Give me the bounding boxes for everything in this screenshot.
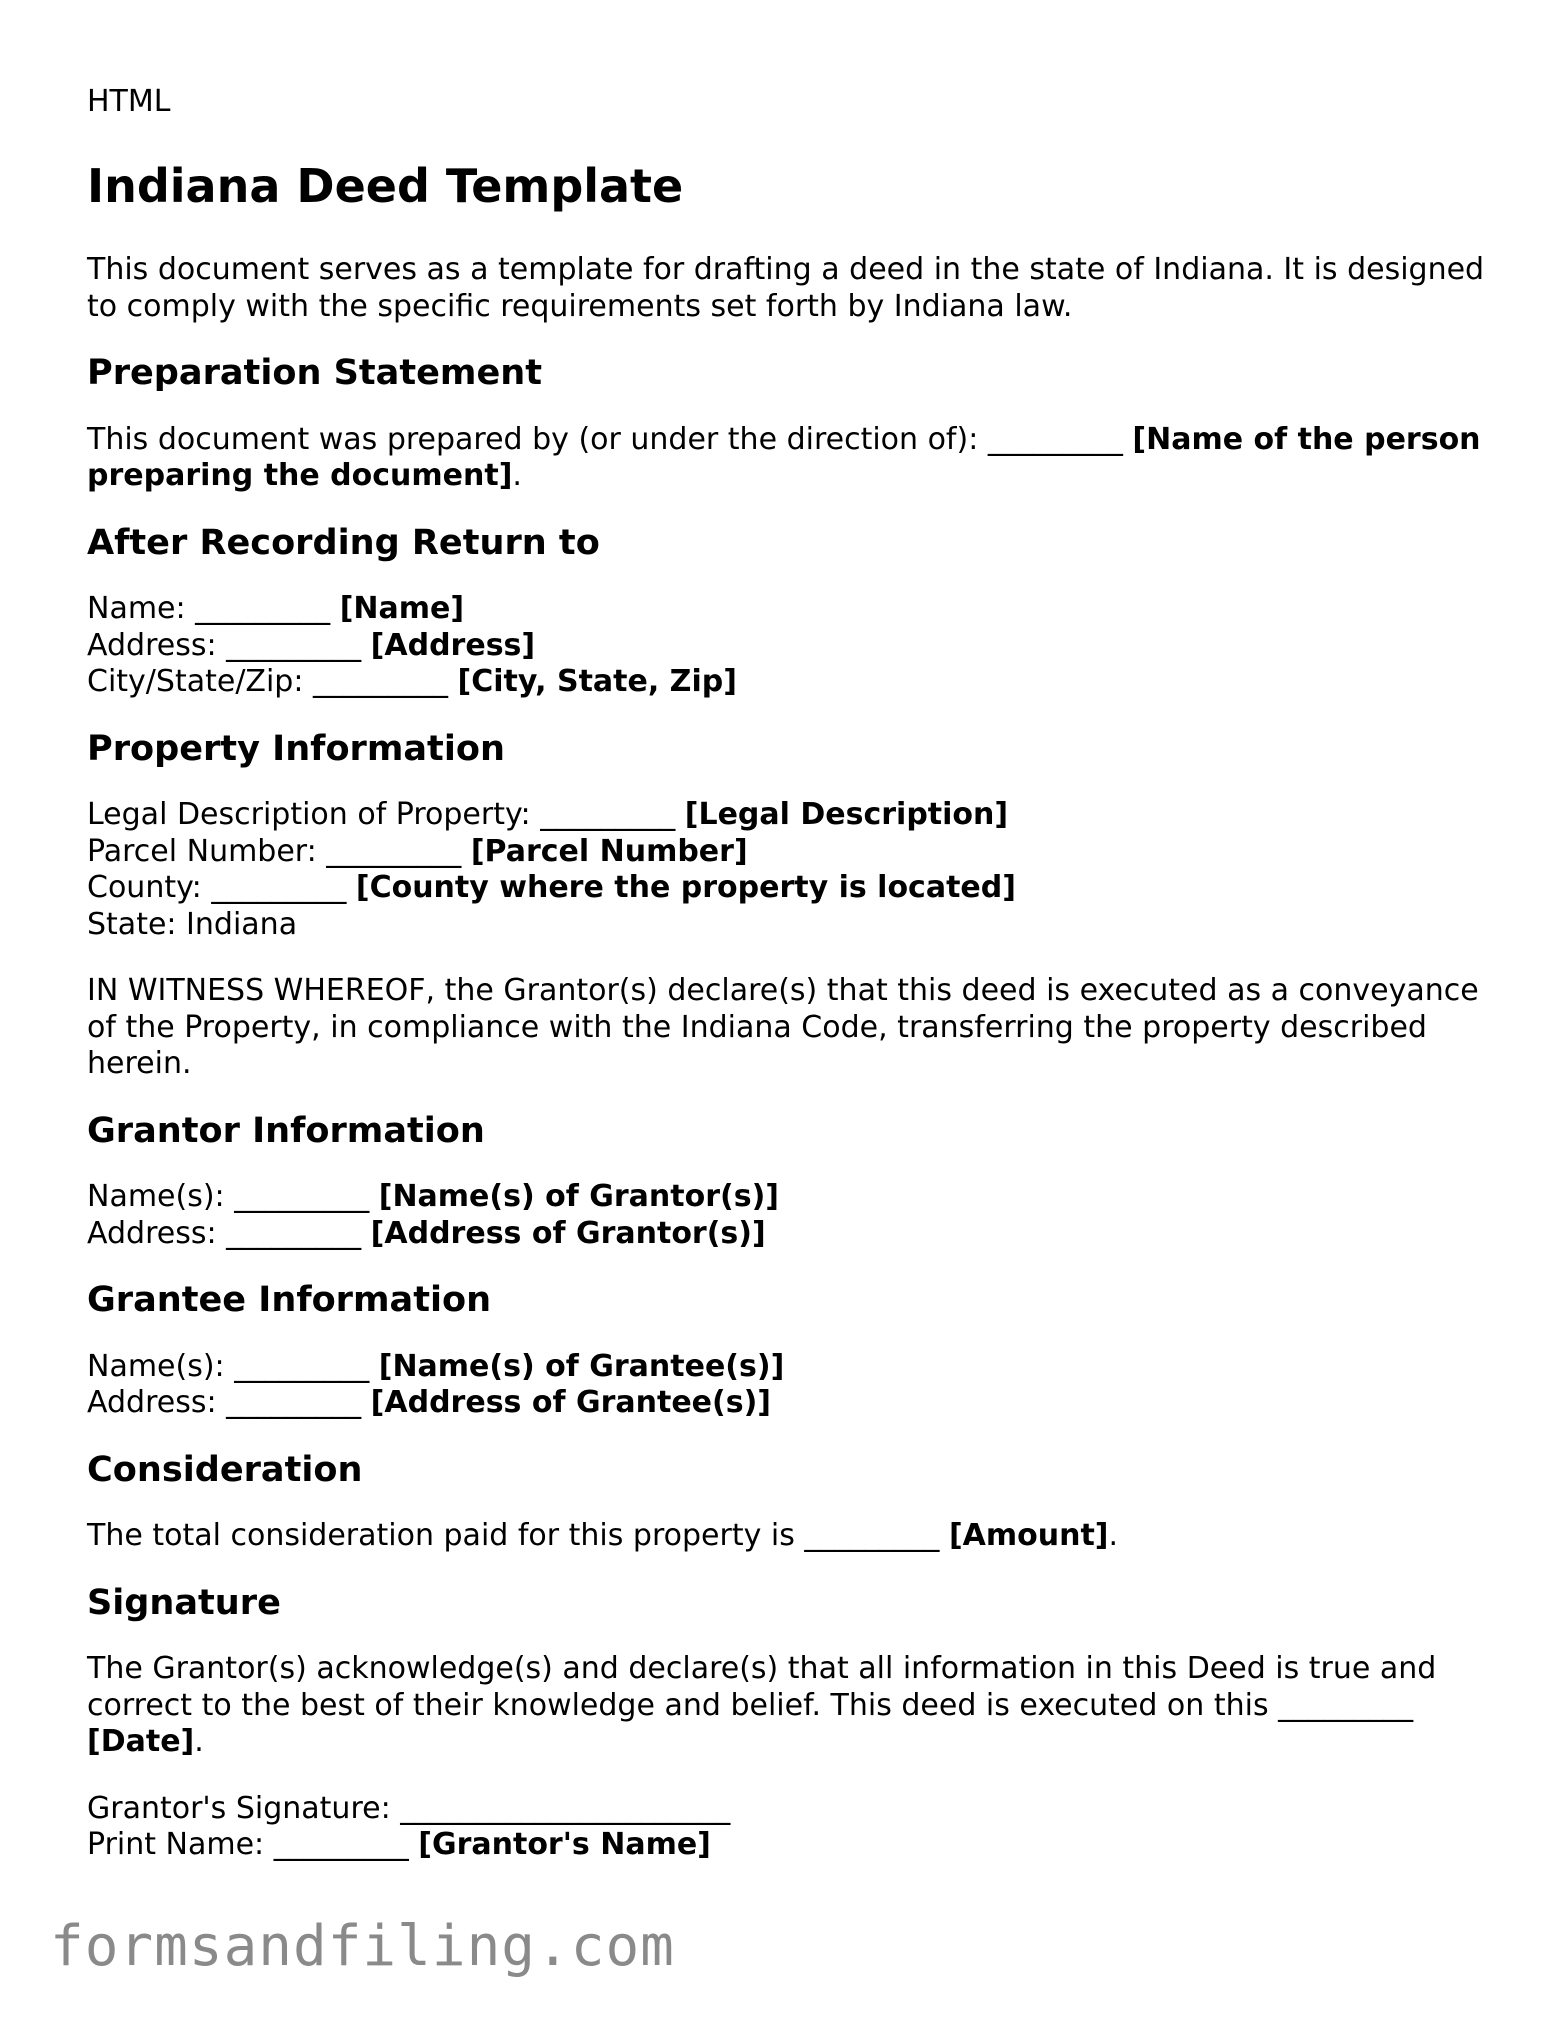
grantee-name-placeholder: [Name(s) of Grantee(s)] bbox=[378, 1348, 785, 1384]
county-placeholder: [County where the property is located] bbox=[355, 870, 1016, 905]
consideration-end: . bbox=[1108, 1518, 1119, 1553]
return-name-line bbox=[87, 591, 1487, 628]
grantee-address-placeholder: [Address of Grantee(s)] bbox=[370, 1385, 771, 1420]
grantor-name-label: Name(s): bbox=[87, 1179, 235, 1214]
grantor-heading: Grantor Information bbox=[87, 1109, 485, 1151]
grantor-address-label: Address: bbox=[87, 1215, 227, 1251]
return-name-label: Name: bbox=[87, 591, 196, 626]
grantee-name-blank: _________ bbox=[234, 1348, 370, 1384]
consideration-blank: _________ bbox=[804, 1518, 940, 1553]
return-city-label: City/State/Zip: bbox=[87, 664, 313, 699]
grantee-address-blank: _________ bbox=[226, 1385, 362, 1420]
page-title: Indiana Deed Template bbox=[87, 159, 684, 213]
grantor-name-placeholder: [Name(s) of Grantor(s)] bbox=[378, 1179, 779, 1214]
return-city-line bbox=[87, 664, 1487, 701]
witness-paragraph: IN WITNESS WHEREOF, the Grantor(s) declare(s) that this deed is executed as a conveyance of the Property, in compliance with the Indiana Code, transferring the property described herein. bbox=[87, 973, 1479, 1081]
property-heading: Property Information bbox=[87, 727, 505, 769]
print-name-label: Print Name: bbox=[87, 1827, 274, 1862]
grantor-block bbox=[87, 1179, 1487, 1252]
execution-date-placeholder: [Date] bbox=[87, 1724, 195, 1759]
grantor-name-line bbox=[87, 1179, 1487, 1216]
grantor-signature-label: Grantor's Signature: bbox=[87, 1790, 401, 1826]
preparation-text: This document was prepared by (or under the direction of): bbox=[87, 421, 988, 457]
return-address-placeholder: [Address] bbox=[370, 627, 536, 663]
state-line: State: Indiana bbox=[87, 906, 298, 942]
signature-heading: Signature bbox=[87, 1581, 281, 1623]
return-to-block bbox=[87, 591, 1487, 701]
return-to-heading: After Recording Return to bbox=[87, 521, 600, 563]
consideration-placeholder: [Amount] bbox=[948, 1518, 1109, 1553]
print-name-line bbox=[87, 1827, 1487, 1864]
return-address-label: Address: bbox=[87, 627, 227, 663]
return-city-placeholder: [City, State, Zip] bbox=[457, 664, 737, 699]
legal-description-label: Legal Description of Property: bbox=[87, 797, 541, 832]
preparation-end: . bbox=[512, 458, 522, 493]
preparer-name-blank: _________ bbox=[987, 421, 1123, 457]
grantor-signature-line bbox=[87, 1791, 1487, 1828]
signature-paragraph bbox=[87, 1651, 1487, 1761]
return-name-placeholder: [Name] bbox=[339, 591, 465, 626]
grantee-address-label: Address: bbox=[87, 1385, 227, 1420]
grantor-address-placeholder: [Address of Grantor(s)] bbox=[370, 1215, 766, 1251]
preparation-paragraph bbox=[87, 422, 1487, 495]
return-name-blank: _________ bbox=[195, 591, 331, 626]
grantee-block bbox=[87, 1349, 1487, 1422]
grantee-name-label: Name(s): bbox=[87, 1348, 235, 1384]
consideration-text: The total consideration paid for this property is bbox=[87, 1518, 805, 1553]
site-watermark: formsandfiling.com bbox=[50, 1914, 675, 1979]
signature-end: . bbox=[194, 1724, 204, 1759]
parcel-number-placeholder: [Parcel Number] bbox=[470, 833, 748, 869]
parcel-number-label: Parcel Number: bbox=[87, 833, 327, 869]
preparation-heading: Preparation Statement bbox=[87, 352, 542, 393]
grantee-address-line bbox=[87, 1385, 1487, 1422]
print-name-blank: _________ bbox=[273, 1827, 409, 1862]
grantee-name-line bbox=[87, 1349, 1487, 1386]
grantor-address-blank: _________ bbox=[226, 1215, 362, 1251]
execution-date-blank: _________ bbox=[1278, 1687, 1414, 1723]
county-line bbox=[87, 870, 1487, 907]
county-blank: _________ bbox=[211, 870, 347, 905]
doc-type-label: HTML bbox=[87, 84, 171, 119]
deed-document bbox=[87, 84, 1487, 1864]
grantee-heading: Grantee Information bbox=[87, 1279, 492, 1320]
property-block bbox=[87, 797, 1487, 943]
return-address-blank: _________ bbox=[226, 627, 362, 663]
return-city-blank: _________ bbox=[313, 664, 448, 699]
legal-description-blank: _________ bbox=[540, 797, 676, 832]
intro-paragraph: This document serves as a template for drafting a deed in the state of Indiana. It is designed to comply with the specific requirements set forth by Indiana law. bbox=[87, 252, 1485, 324]
grantor-name-blank: _________ bbox=[234, 1179, 370, 1214]
grantor-address-line bbox=[87, 1216, 1487, 1253]
grantor-signature-blank: ______________________ bbox=[400, 1790, 731, 1826]
signature-text: The Grantor(s) acknowledge(s) and declare(s) that all information in this Deed is true and correct to the best of their knowledge and belief. This deed is executed on this bbox=[87, 1651, 1437, 1723]
legal-description-line bbox=[87, 797, 1487, 834]
signature-block bbox=[87, 1791, 1487, 1864]
print-name-placeholder: [Grantor's Name] bbox=[418, 1827, 711, 1862]
consideration-paragraph bbox=[87, 1518, 1487, 1555]
legal-description-placeholder: [Legal Description] bbox=[684, 797, 1009, 832]
preparer-name-placeholder: [Name of the person preparing the document] bbox=[87, 421, 1481, 493]
parcel-number-blank: _________ bbox=[326, 833, 462, 869]
parcel-number-line bbox=[87, 834, 1487, 871]
return-address-line bbox=[87, 628, 1487, 665]
consideration-heading: Consideration bbox=[87, 1448, 363, 1490]
county-label: County: bbox=[87, 870, 212, 905]
